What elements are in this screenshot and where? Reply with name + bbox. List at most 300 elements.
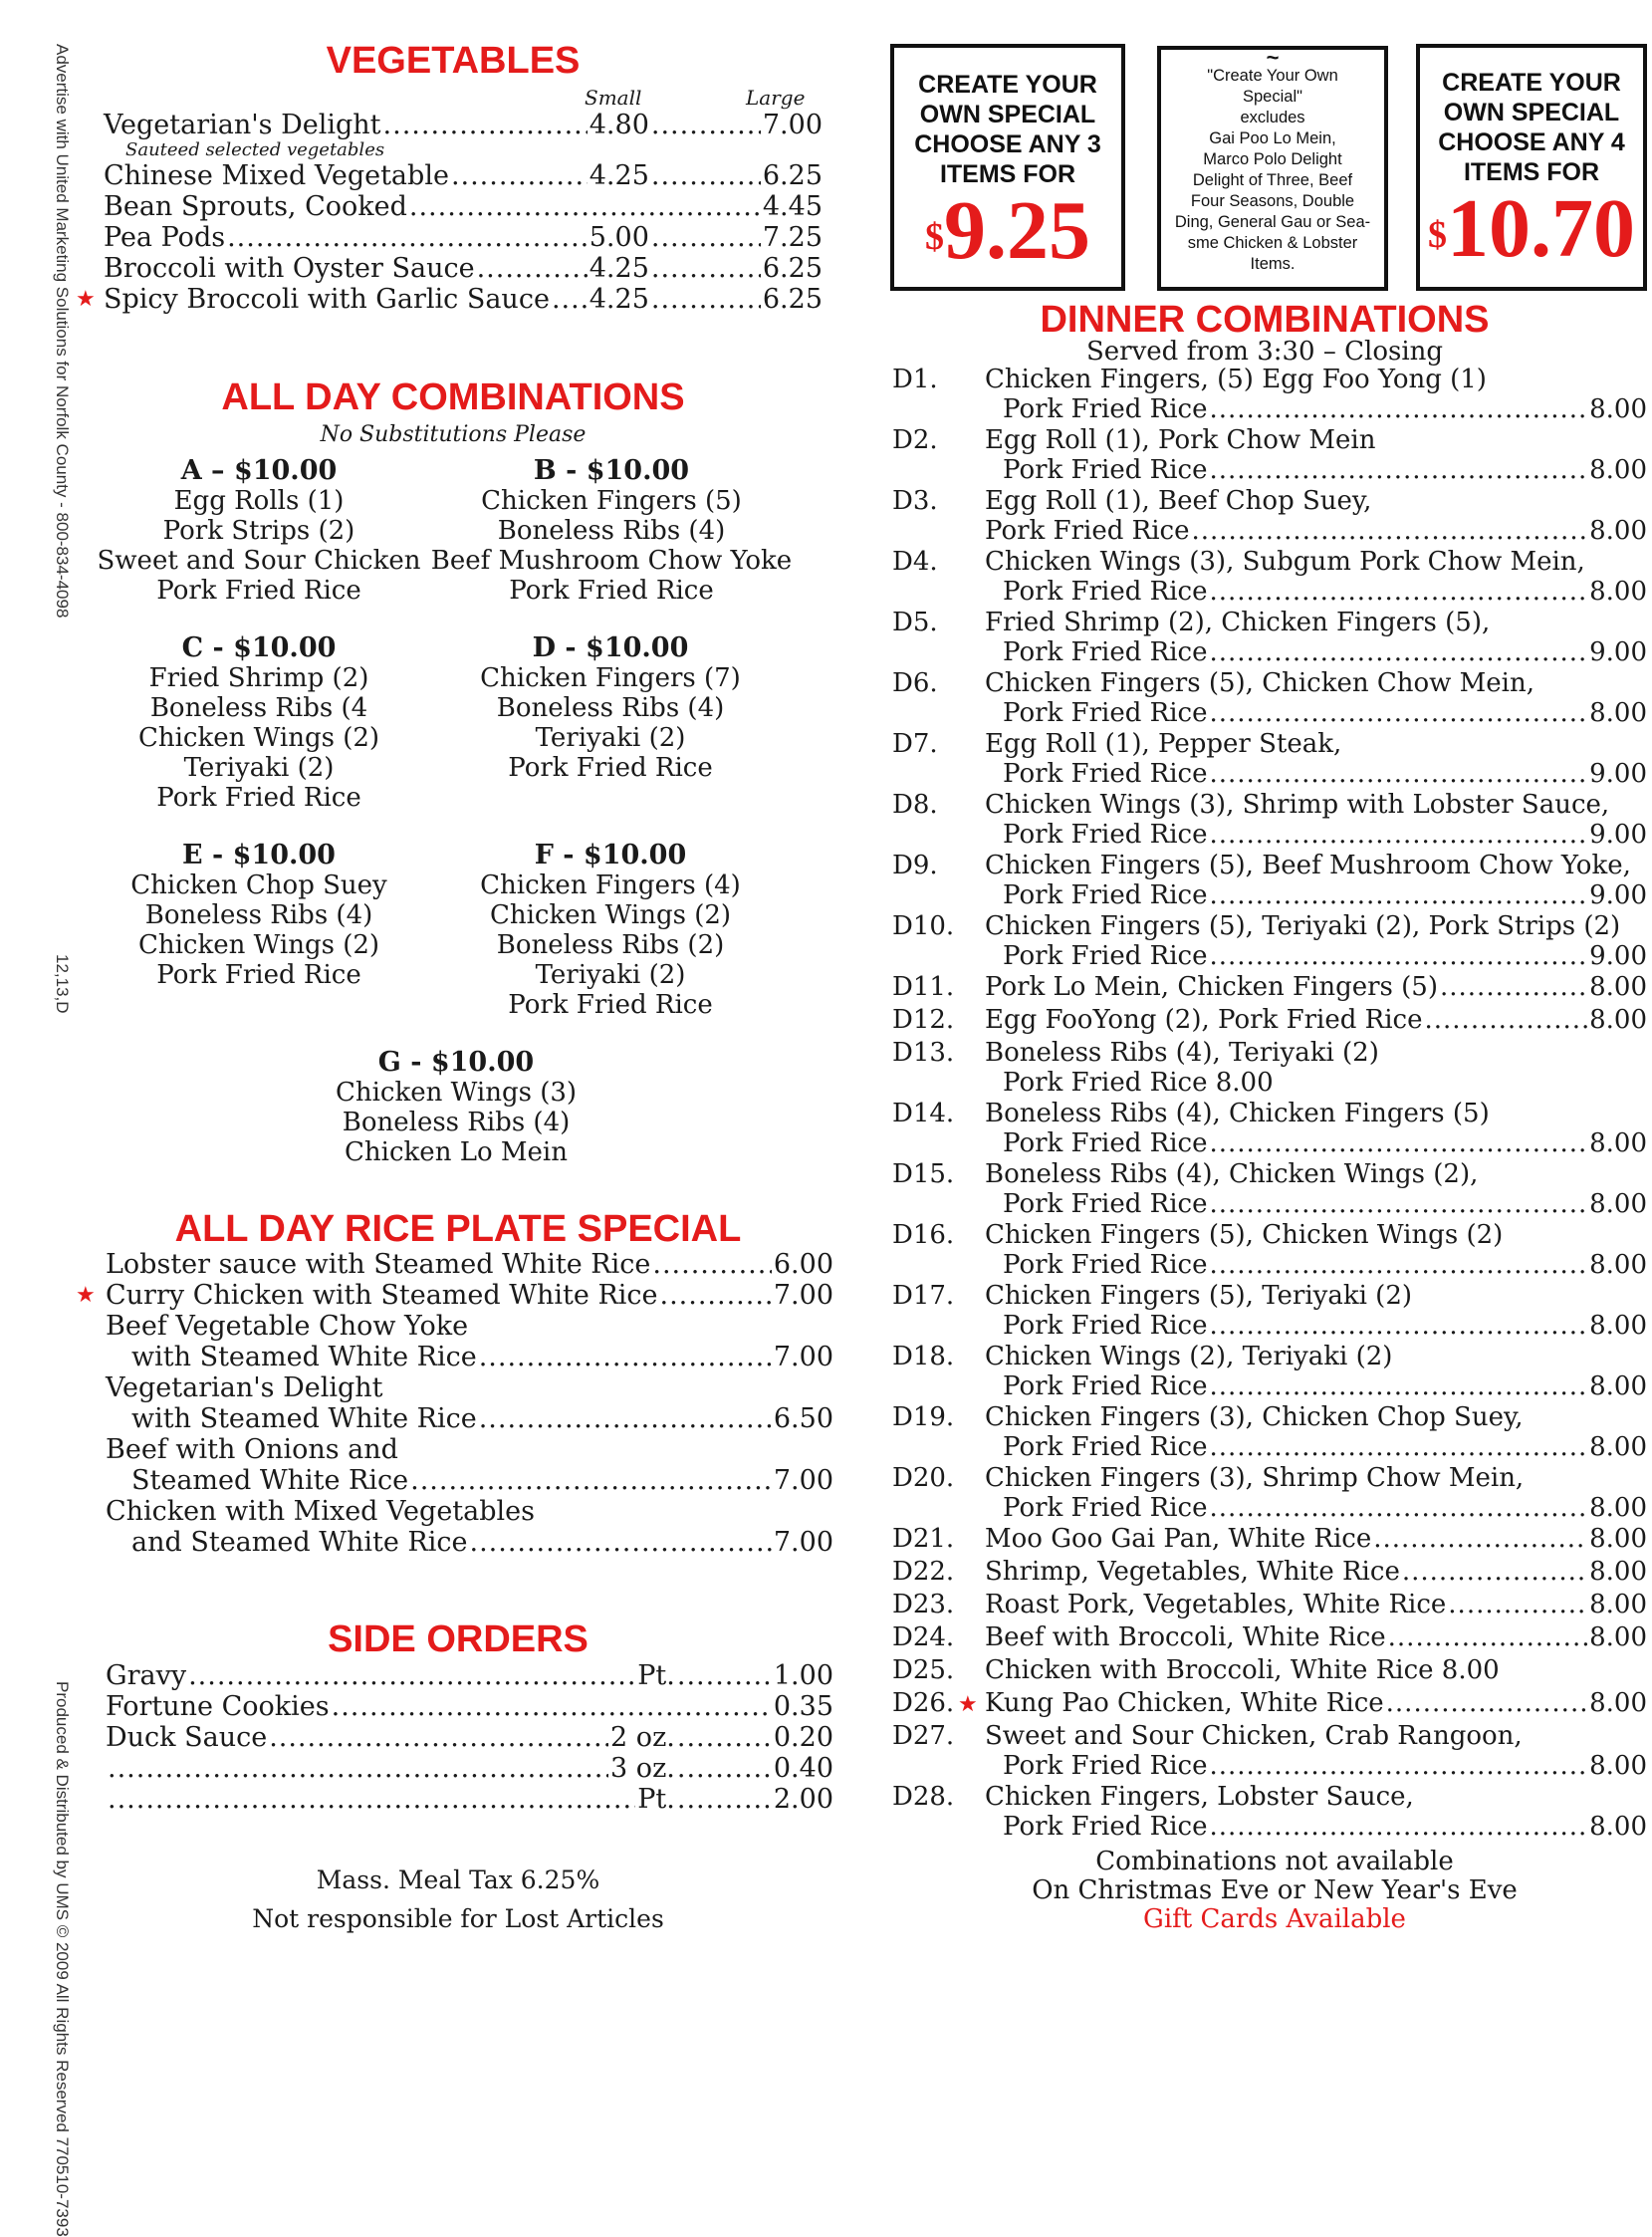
dinner-item-row xyxy=(985,1688,1647,1718)
dinner-item-row xyxy=(985,972,1647,1002)
leader-dots xyxy=(477,253,588,284)
dinner-item-text: Moo Goo Gai Pan, White Rice xyxy=(985,1524,1372,1554)
veg-price-small: 4.25 xyxy=(589,284,649,315)
veg-item-note: Sauteed selected vegetables xyxy=(125,139,385,160)
leader-dots xyxy=(1402,1557,1587,1587)
rice-item xyxy=(106,1249,833,1280)
dinner-item-number: D26. xyxy=(892,1688,955,1718)
leader-dots xyxy=(1209,1812,1587,1842)
dinner-item-row xyxy=(1003,455,1647,485)
exclusion-line: Special" xyxy=(1243,88,1302,106)
rice-item-price: 7.00 xyxy=(773,1342,833,1372)
dinner-item-text: Pork Fried Rice xyxy=(1003,1250,1208,1280)
dinner-item-number: D24. xyxy=(892,1622,955,1652)
combo-item: Chicken Wings (3) xyxy=(335,1078,578,1108)
combo-item: Pork Fried Rice xyxy=(508,753,713,783)
dinner-item-line1 xyxy=(985,1463,1647,1493)
dinner-item-line1 xyxy=(985,1622,1647,1652)
dinner-item-text: Beef with Broccoli, White Rice xyxy=(985,1622,1386,1652)
veg-price-large: 7.00 xyxy=(762,110,823,140)
combo-title: C - $10.00 xyxy=(181,632,337,663)
dinner-item-price: 8.00 xyxy=(1589,455,1647,485)
dinner-item-text: Roast Pork, Vegetables, White Rice xyxy=(985,1590,1447,1619)
dinner-item-text: Pork Fried Rice xyxy=(1003,1371,1208,1401)
dinner-item-text: Boneless Ribs (4), Teriyaki (2) xyxy=(985,1038,1379,1068)
dinner-item-price: 8.00 xyxy=(1589,1250,1647,1280)
rice-item-price: 6.00 xyxy=(773,1249,833,1280)
dinner-item-d28 xyxy=(892,1782,1647,1843)
dinner-item-row xyxy=(1003,698,1647,728)
combinations-note-2: On Christmas Eve or New Year's Eve xyxy=(1032,1875,1518,1905)
dinner-item-line1 xyxy=(985,1655,1647,1685)
dinner-item-number: D8. xyxy=(892,790,938,820)
dinner-item-row xyxy=(985,1524,1647,1554)
exclusion-line: Items. xyxy=(1250,255,1296,273)
dinner-item-text: Boneless Ribs (4), Chicken Wings (2), xyxy=(985,1159,1479,1189)
dinner-item-text: Pork Fried Rice xyxy=(1003,698,1208,728)
side-order-price: 1.00 xyxy=(773,1660,833,1691)
rice-item-line1: Chicken with Mixed Vegetables xyxy=(106,1496,535,1527)
spicy-star-icon: ★ xyxy=(76,1283,96,1308)
dinner-item-line2 xyxy=(1003,1068,1647,1098)
side-order-price: 2.00 xyxy=(773,1784,833,1815)
dinner-item-line1 xyxy=(985,425,1647,455)
leader-dots xyxy=(677,1660,772,1691)
rice-item xyxy=(76,1280,833,1311)
exclusion-line: Ding, General Gau or Sea- xyxy=(1174,213,1371,231)
combo-item: Chicken Lo Mein xyxy=(345,1137,568,1167)
combo-item: Pork Fried Rice xyxy=(509,576,714,606)
combo-item: Boneless Ribs (2) xyxy=(496,930,725,960)
side-order-item xyxy=(106,1691,833,1722)
dinner-item-number: D11. xyxy=(892,972,955,1002)
dinner-item-text: Chicken Fingers (5), Beef Mushroom Chow Yoke, xyxy=(985,851,1631,880)
dinner-item-price: 9.00 xyxy=(1589,759,1647,789)
leader-dots xyxy=(269,1722,608,1753)
dinner-item-row xyxy=(1003,1128,1647,1158)
dinner-item-text: Egg Roll (1), Pork Chow Mein xyxy=(985,425,1376,455)
dinner-item-row xyxy=(1003,637,1647,667)
dinner-item-line2 xyxy=(1003,1812,1647,1842)
rice-item-price: 7.00 xyxy=(773,1465,833,1496)
dinner-item-d10 xyxy=(892,911,1647,972)
side-order-item xyxy=(106,1784,833,1815)
veg-item-name: Broccoli with Oyster Sauce xyxy=(104,253,475,284)
veg-item-name: Pea Pods xyxy=(104,222,226,253)
side-order-item xyxy=(106,1660,833,1691)
dinner-item-price: 8.00 xyxy=(1589,1557,1647,1587)
side-order-size: 3 oz. xyxy=(610,1753,675,1784)
dinner-item-d19 xyxy=(892,1402,1647,1463)
combo-item: Chicken Fingers (4) xyxy=(480,870,741,900)
dinner-item-line2 xyxy=(1003,820,1647,850)
combo-item: Sweet and Sour Chicken xyxy=(97,546,421,576)
combo-item: Pork Strips (2) xyxy=(162,516,355,546)
dinner-item-text: Chicken Wings (2), Teriyaki (2) xyxy=(985,1342,1393,1371)
leader-dots xyxy=(651,222,761,253)
combo-item: Boneless Ribs (4 xyxy=(149,693,368,723)
combo-item: Chicken Fingers (5) xyxy=(481,486,742,516)
dinner-item-text: Chicken Fingers (5), Teriyaki (2), Pork Strips (2) xyxy=(985,911,1621,941)
leader-dots xyxy=(552,284,588,315)
veg-item-name: Bean Sprouts, Cooked xyxy=(104,191,407,222)
dinner-item-text: Pork Fried Rice xyxy=(1003,1812,1208,1842)
rice-plate-list xyxy=(76,1249,833,1558)
dinner-item-price: 8.00 xyxy=(1589,1371,1647,1401)
exclusion-line: "Create Your Own xyxy=(1207,67,1338,85)
dinner-item-price: 8.00 xyxy=(1589,1622,1647,1652)
dinner-item-line1 xyxy=(985,1038,1647,1068)
leader-dots xyxy=(1386,1688,1587,1718)
dinner-item-line2 xyxy=(1003,1311,1647,1341)
rice-item xyxy=(106,1465,833,1496)
leader-dots xyxy=(1209,394,1587,424)
dinner-item-row xyxy=(1003,820,1647,850)
dinner-item-line1 xyxy=(985,1342,1647,1371)
rice-item xyxy=(106,1342,833,1372)
dinner-item-row xyxy=(985,1622,1647,1652)
dinner-item-text: Chicken Wings (3), Shrimp with Lobster Sauce, xyxy=(985,790,1610,820)
vegetables-list xyxy=(76,110,823,315)
dinner-item-number: D6. xyxy=(892,668,938,698)
rice-item-price: 7.00 xyxy=(773,1280,833,1311)
dinner-item-text: Chicken Wings (3), Subgum Pork Chow Mein, xyxy=(985,547,1585,577)
dinner-item-line1 xyxy=(985,608,1647,637)
dinner-item-price: 8.00 xyxy=(1589,1311,1647,1341)
dinner-item-d24 xyxy=(892,1622,1647,1655)
dinner-item-row xyxy=(985,1557,1647,1587)
dinner-item-price: 9.00 xyxy=(1589,880,1647,910)
dinner-item-price: 8.00 xyxy=(1589,972,1647,1002)
dinner-item-text: Pork Lo Mein, Chicken Fingers (5) xyxy=(985,972,1438,1002)
dinner-item-price: 9.00 xyxy=(1589,820,1647,850)
rice-item-line2: and Steamed White Rice xyxy=(131,1527,468,1558)
size-large-label: Large xyxy=(746,86,806,110)
dinner-item-text: Pork Fried Rice xyxy=(1003,1493,1208,1523)
side-order-name: Gravy xyxy=(106,1660,187,1691)
rice-item-line1: Beef with Onions and xyxy=(106,1434,398,1465)
dinner-item-text: Chicken Fingers (5), Teriyaki (2) xyxy=(985,1281,1412,1311)
leader-dots xyxy=(1440,972,1587,1002)
size-small-label: Small xyxy=(585,86,642,110)
dinner-item-text: Pork Fried Rice xyxy=(1003,1189,1208,1219)
exclusions-tilde: ~ xyxy=(1266,45,1280,70)
dinner-item-d21 xyxy=(892,1524,1647,1557)
side-order-price: 0.40 xyxy=(773,1753,833,1784)
dinner-item-row xyxy=(1003,1812,1647,1842)
dinner-item-row xyxy=(1003,880,1647,910)
veg-item xyxy=(104,160,823,191)
dinner-item-number: D2. xyxy=(892,425,938,455)
dinner-item-line1 xyxy=(985,1159,1647,1189)
vegetables-size-labels xyxy=(104,86,821,110)
dinner-item-text: Pork Fried Rice xyxy=(1003,1751,1208,1781)
dinner-item-number: D10. xyxy=(892,911,955,941)
dinner-item-d26 xyxy=(892,1688,1647,1721)
leader-dots xyxy=(469,1527,771,1558)
side-order-size: Pt. xyxy=(637,1660,675,1691)
dinner-item-number: D5. xyxy=(892,608,938,637)
dinner-item-text: Egg FooYong (2), Pork Fried Rice xyxy=(985,1005,1423,1035)
dinner-item-text: Pork Fried Rice xyxy=(1003,1432,1208,1462)
leader-dots xyxy=(1209,1311,1587,1341)
dinner-item-line2 xyxy=(1003,394,1647,424)
rice-item-line1: Vegetarian's Delight xyxy=(106,1372,383,1403)
dinner-item-line1 xyxy=(985,1688,1647,1718)
combo-item: Teriyaki (2) xyxy=(183,753,335,783)
dinner-item-price: 8.00 xyxy=(1589,1432,1647,1462)
veg-item xyxy=(104,222,823,253)
rice-item-line2: with Steamed White Rice xyxy=(131,1403,477,1434)
dinner-item-line2 xyxy=(1003,455,1647,485)
combo-item: Beef Mushroom Chow Yoke xyxy=(430,546,793,576)
dinner-item-text: Pork Fried Rice xyxy=(1003,1128,1208,1158)
dinner-item-line1 xyxy=(985,911,1647,941)
dinner-item-d27 xyxy=(892,1721,1647,1782)
dinner-item-row xyxy=(1003,1250,1647,1280)
dinner-item-price: 9.00 xyxy=(1589,637,1647,667)
dinner-item-text: Chicken Fingers (3), Chicken Chop Suey, xyxy=(985,1402,1524,1432)
dinner-item-text: Chicken Fingers, (5) Egg Foo Yong (1) xyxy=(985,365,1487,394)
dinner-item-line2 xyxy=(1003,698,1647,728)
dinner-item-price: 8.00 xyxy=(1589,1688,1647,1718)
veg-price-large: 6.25 xyxy=(762,160,823,191)
dinner-item-price: 8.00 xyxy=(1589,1128,1647,1158)
dinner-item-price: 8.00 xyxy=(1589,1493,1647,1523)
veg-price-small: 4.80 xyxy=(589,110,649,140)
dinner-item-number: D19. xyxy=(892,1402,955,1432)
dinner-item-number: D12. xyxy=(892,1005,955,1035)
combinations-heading: ALL DAY COMBINATIONS xyxy=(221,376,685,418)
side-orders-list xyxy=(106,1660,833,1815)
leader-dots xyxy=(651,160,761,191)
meal-tax-note: Mass. Meal Tax 6.25% xyxy=(316,1865,600,1894)
rice-item xyxy=(106,1403,833,1434)
rice-item xyxy=(106,1527,833,1558)
dinner-item-line1 xyxy=(985,1557,1647,1587)
dinner-item-number: D21. xyxy=(892,1524,955,1554)
leader-dots xyxy=(1209,637,1587,667)
dinner-item-line2 xyxy=(1003,1751,1647,1781)
leader-dots xyxy=(1209,1493,1587,1523)
special-box-4-text: CREATE YOUR OWN SPECIAL CHOOSE ANY 4 ITEMS FOR xyxy=(1438,69,1625,186)
dinner-item-text: Pork Fried Rice xyxy=(1003,394,1208,424)
dinner-heading: DINNER COMBINATIONS xyxy=(1040,299,1490,341)
dinner-item-line1 xyxy=(985,1721,1647,1751)
leader-dots xyxy=(1209,941,1587,971)
dinner-item-row xyxy=(1003,1493,1647,1523)
dinner-item-text: Chicken with Broccoli, White Rice 8.00 xyxy=(985,1655,1500,1685)
leader-dots xyxy=(677,1784,772,1815)
side-orders-heading: SIDE ORDERS xyxy=(328,1618,589,1660)
leader-dots xyxy=(451,160,588,191)
veg-item xyxy=(104,253,823,284)
gift-cards-note: Gift Cards Available xyxy=(1143,1904,1406,1934)
veg-item xyxy=(104,191,823,222)
dinner-item-number: D27. xyxy=(892,1721,955,1751)
exclusion-line: Marco Polo Delight xyxy=(1203,150,1342,168)
dinner-item-text: Pork Fried Rice 8.00 xyxy=(1003,1068,1274,1098)
dinner-item-price: 8.00 xyxy=(1589,516,1647,546)
dinner-item-row xyxy=(1003,1189,1647,1219)
dinner-item-d11 xyxy=(892,972,1647,1005)
dinner-item-line1 xyxy=(985,486,1647,516)
dinner-item-d12 xyxy=(892,1005,1647,1038)
spicy-star-icon: ★ xyxy=(958,1692,978,1717)
side-order-price: 0.20 xyxy=(773,1722,833,1753)
dinner-item-d14 xyxy=(892,1099,1647,1159)
dinner-item-d25 xyxy=(892,1655,1647,1688)
dinner-item-row xyxy=(1003,394,1647,424)
rice-item-price: 7.00 xyxy=(773,1527,833,1558)
leader-dots xyxy=(108,1784,635,1815)
veg-item xyxy=(104,110,823,140)
dinner-item-d16 xyxy=(892,1220,1647,1281)
leader-dots xyxy=(108,1753,608,1784)
rice-item-line1: Beef Vegetable Chow Yoke xyxy=(106,1311,469,1342)
dinner-item-d8 xyxy=(892,790,1647,851)
leader-dots xyxy=(651,284,761,315)
dinner-item-number: D28. xyxy=(892,1782,955,1812)
dinner-item-line1 xyxy=(985,1524,1647,1554)
combo-item: Boneless Ribs (4) xyxy=(496,693,725,723)
exclusion-line: Delight of Three, Beef xyxy=(1192,171,1353,189)
combo-a xyxy=(95,456,423,606)
leader-dots xyxy=(677,1753,772,1784)
dinner-item-text: Pork Fried Rice xyxy=(1003,820,1208,850)
dinner-item-d22 xyxy=(892,1557,1647,1590)
leader-dots xyxy=(479,1403,772,1434)
dinner-item-number: D25. xyxy=(892,1655,955,1685)
dinner-item-text: Pork Fried Rice xyxy=(1003,637,1208,667)
veg-price-large: 6.25 xyxy=(762,253,823,284)
dinner-item-line1 xyxy=(985,547,1647,577)
dinner-item-d17 xyxy=(892,1281,1647,1342)
veg-item-name: Vegetarian's Delight xyxy=(104,110,381,140)
leader-dots xyxy=(1388,1622,1587,1652)
dinner-item-number: D20. xyxy=(892,1463,955,1493)
dinner-item-row xyxy=(985,516,1647,546)
dinner-item-number: D3. xyxy=(892,486,938,516)
dinner-item-d3 xyxy=(892,486,1647,547)
dinner-item-text: Pork Fried Rice xyxy=(1003,455,1208,485)
leader-dots xyxy=(660,1280,772,1311)
side-order-item xyxy=(106,1722,833,1753)
combo-title: G - $10.00 xyxy=(377,1047,535,1078)
combo-item: Boneless Ribs (4) xyxy=(144,900,373,930)
combo-item: Pork Fried Rice xyxy=(508,990,713,1020)
dinner-item-d2 xyxy=(892,425,1647,486)
rice-item-name: Lobster sauce with Steamed White Rice xyxy=(106,1249,651,1280)
dinner-item-price: 9.00 xyxy=(1589,941,1647,971)
combo-c xyxy=(95,633,423,813)
dinner-item-text: Kung Pao Chicken, White Rice xyxy=(985,1688,1384,1718)
exclusion-line: Gai Poo Lo Mein, xyxy=(1209,129,1336,147)
dinner-item-line2 xyxy=(1003,880,1647,910)
rice-item-price: 6.50 xyxy=(773,1403,833,1434)
dinner-item-number: D14. xyxy=(892,1099,955,1128)
combinations-note-1: Combinations not available xyxy=(1095,1847,1454,1876)
veg-price-small: 5.00 xyxy=(589,222,649,253)
leader-dots xyxy=(1373,1524,1587,1554)
special-box-3-price: $9.25 xyxy=(925,184,1090,277)
leader-dots xyxy=(1209,577,1587,607)
dinner-item-text: Sweet and Sour Chicken, Crab Rangoon, xyxy=(985,1721,1523,1751)
dinner-item-text: Fried Shrimp (2), Chicken Fingers (5), xyxy=(985,608,1491,637)
dinner-item-price: 8.00 xyxy=(1589,1005,1647,1035)
dinner-item-number: D9. xyxy=(892,851,938,880)
dinner-item-number: D18. xyxy=(892,1342,955,1371)
side-order-name: Fortune Cookies xyxy=(106,1691,330,1722)
veg-item xyxy=(76,284,823,315)
leader-dots xyxy=(1209,1128,1587,1158)
leader-dots xyxy=(1209,1371,1587,1401)
dinner-item-text: Pork Fried Rice xyxy=(1003,577,1208,607)
combo-f xyxy=(446,841,775,1020)
dinner-item-line2 xyxy=(1003,1189,1647,1219)
dinner-item-text: Shrimp, Vegetables, White Rice xyxy=(985,1557,1400,1587)
combo-item: Chicken Chop Suey xyxy=(130,870,387,900)
dinner-item-d4 xyxy=(892,547,1647,608)
side-order-name: Duck Sauce xyxy=(106,1722,268,1753)
dinner-item-d15 xyxy=(892,1159,1647,1220)
leader-dots xyxy=(1209,1751,1587,1781)
combo-item: Chicken Wings (2) xyxy=(137,723,380,753)
dinner-item-text: Egg Roll (1), Pepper Steak, xyxy=(985,729,1342,759)
dinner-item-line2 xyxy=(1003,941,1647,971)
dinner-item-line1 xyxy=(985,668,1647,698)
dinner-item-row xyxy=(1003,759,1647,789)
dinner-item-d18 xyxy=(892,1342,1647,1402)
dinner-item-row xyxy=(1003,1371,1647,1401)
combinations-subtitle: No Substitutions Please xyxy=(320,422,587,447)
combo-item: Chicken Fingers (7) xyxy=(480,663,741,693)
combo-item: Teriyaki (2) xyxy=(535,960,686,990)
leader-dots xyxy=(651,110,761,140)
leader-dots xyxy=(410,1465,772,1496)
leader-dots xyxy=(1209,759,1587,789)
leader-dots xyxy=(332,1691,772,1722)
dinner-item-line1 xyxy=(985,1281,1647,1311)
dinner-item-text: Pork Fried Rice xyxy=(1003,941,1208,971)
combo-item: Egg Rolls (1) xyxy=(173,486,345,516)
side-copyright: Produced & Distributed by UMS © 2009 All Rights Reserved 770510-7393 xyxy=(53,1681,72,2237)
side-order-size: Pt. xyxy=(637,1784,675,1815)
leader-dots xyxy=(1425,1005,1588,1035)
leader-dots xyxy=(677,1722,772,1753)
side-order-price: 0.35 xyxy=(773,1691,833,1722)
leader-dots xyxy=(1209,880,1587,910)
dinner-item-text: Pork Fried Rice xyxy=(985,516,1190,546)
combo-d xyxy=(446,633,775,783)
veg-price-small: 4.25 xyxy=(589,253,649,284)
dinner-item-row xyxy=(1003,1432,1647,1462)
dinner-item-text: Chicken Fingers (5), Chicken Wings (2) xyxy=(985,1220,1504,1250)
dinner-item-line1 xyxy=(985,1402,1647,1432)
combo-g xyxy=(292,1048,620,1167)
dinner-item-line1 xyxy=(985,365,1647,394)
lost-articles-note: Not responsible for Lost Articles xyxy=(252,1904,664,1933)
veg-price-large: 7.25 xyxy=(762,222,823,253)
dinner-item-price: 8.00 xyxy=(1589,1524,1647,1554)
combo-title: A – $10.00 xyxy=(180,455,338,486)
dinner-item-number: D7. xyxy=(892,729,938,759)
dinner-item-price: 8.00 xyxy=(1589,698,1647,728)
dinner-item-row xyxy=(985,1590,1647,1619)
combo-item: Pork Fried Rice xyxy=(156,960,361,990)
combo-title: F - $10.00 xyxy=(534,840,687,870)
combo-title: B - $10.00 xyxy=(533,455,690,486)
